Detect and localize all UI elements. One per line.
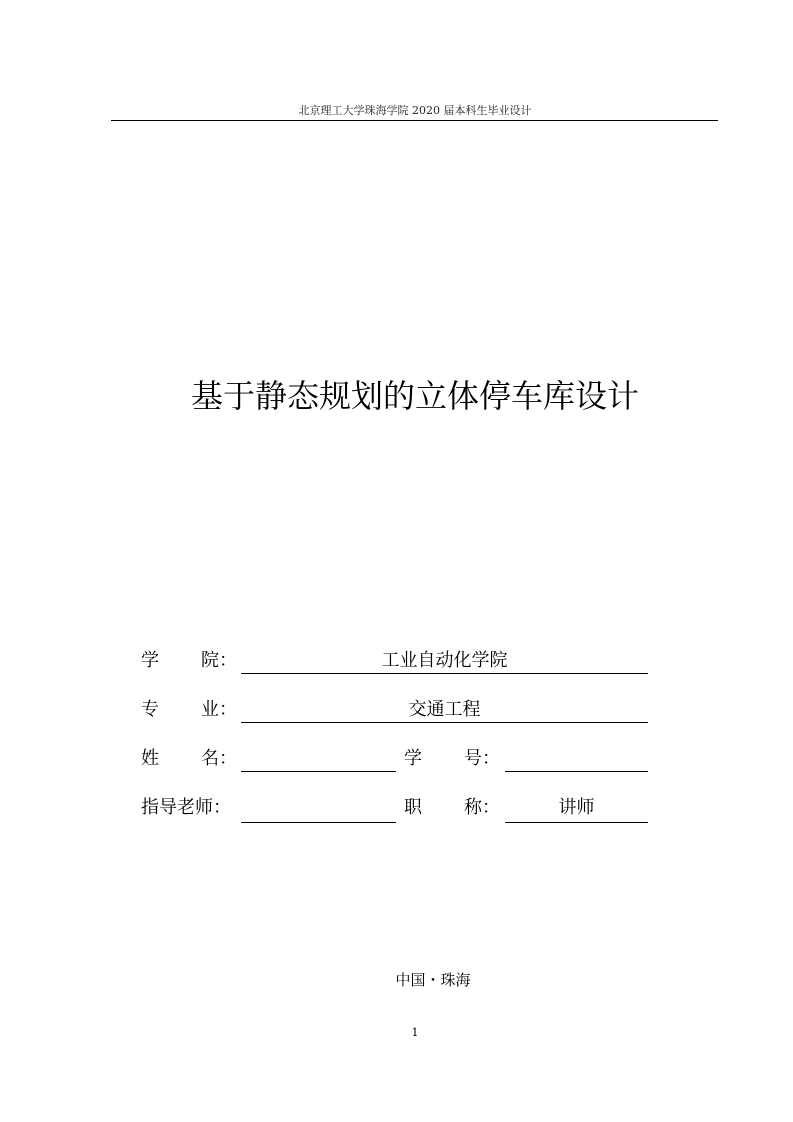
rank-value: 讲师: [558, 797, 595, 818]
major-label-second: 业：: [201, 699, 237, 720]
college-label-second: 院：: [201, 650, 237, 671]
place-text: 中国・珠海: [395, 971, 471, 989]
name-label-first: 姓: [141, 748, 159, 769]
advisor-label: 指导老师：: [141, 797, 231, 818]
rank-label-first: 职: [404, 797, 422, 818]
college-label-first: 学: [141, 650, 159, 671]
advisor-line: [241, 800, 396, 823]
header-rule: [111, 120, 718, 121]
student-id-label-first: 学: [404, 748, 422, 769]
rank-label-second: 称：: [464, 797, 500, 818]
thesis-title: 基于静态规划的立体停车库设计: [190, 377, 639, 415]
name-label-second: 名：: [201, 748, 237, 769]
student-id-label-second: 号：: [464, 748, 500, 769]
major-value: 交通工程: [408, 699, 481, 720]
page-number: 1: [411, 1026, 419, 1039]
name-line: [241, 749, 396, 772]
major-label-first: 专: [141, 699, 159, 720]
running-header: 北京理工大学珠海学院 2020 届本科生毕业设计: [298, 104, 532, 117]
student-id-line: [505, 749, 648, 772]
college-value: 工业自动化学院: [381, 650, 508, 671]
